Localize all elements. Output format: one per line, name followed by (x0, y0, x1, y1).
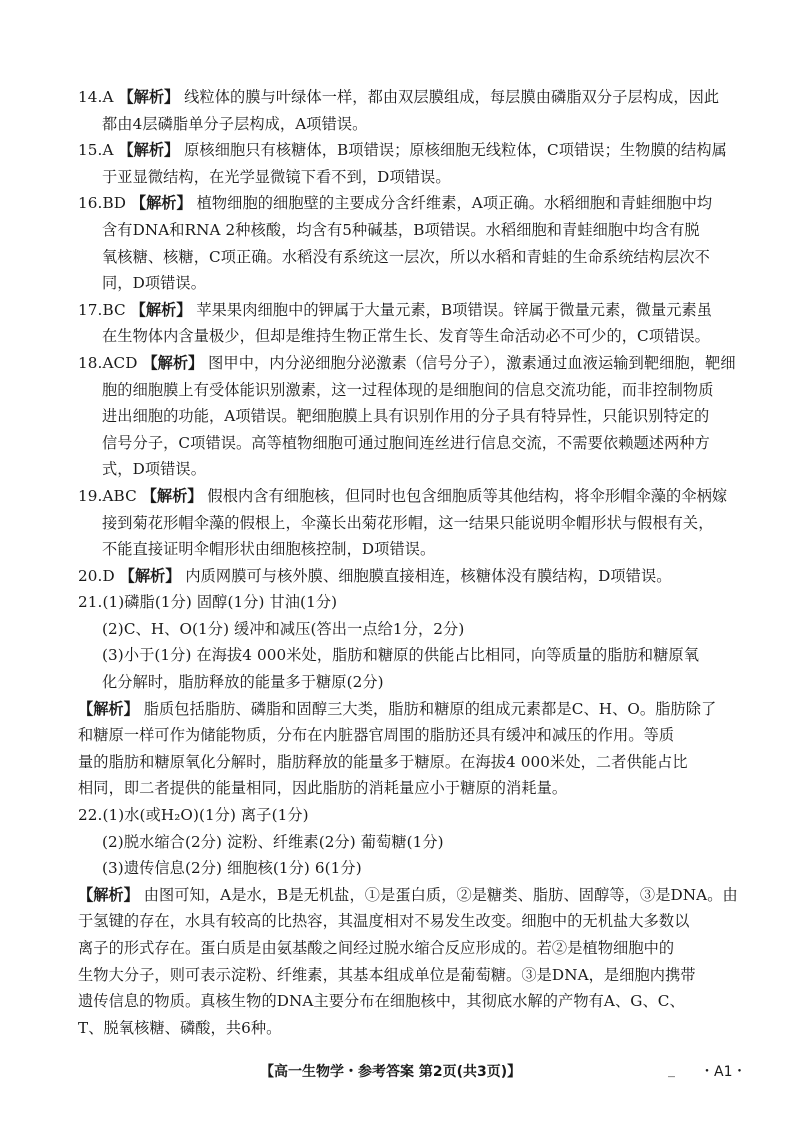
analysis-tag: 【解析】 (78, 699, 139, 718)
answer-14-number: 14.A (78, 88, 119, 106)
answer-21-explanation-text: 脂质包括脂肪、磷脂和固醇三大类，脂肪和糖原的组成元素都是C、H、O。脂肪除了 (143, 699, 717, 718)
answer-22-explanation-text: 由图可知，A是水，B是无机盐，①是蛋白质，②是糖类、脂肪、固醇等，③是DNA。由 (143, 885, 738, 904)
answer-22-part-2: (2)脱水缩合(2分) 淀粉、纤维素(2分) 葡萄糖(1分) (102, 832, 444, 851)
answer-18-line-1 (78, 350, 748, 377)
answer-19-line-2: 接到菊花形帽伞藻的假根上，伞藻长出菊花形帽，这一结果只能说明伞帽形状与假根有关， (102, 513, 714, 532)
answer-22-explanation-2: 于氢键的存在，水具有较高的比热容，其温度相对不易发生改变。细胞中的无机盐大多数以 (78, 912, 690, 931)
answer-22-explanation-6: T、脱氧核糖、磷酸，共6种。 (78, 1018, 282, 1037)
answer-22-part-3: (3)遗传信息(2分) 细胞核(1分) 6(1分) (102, 859, 362, 878)
answer-21-explanation-1 (78, 696, 748, 723)
answer-21-explanation-3: 量的脂肪和糖原氧化分解时，脂肪释放的能量多于糖原。在海拔4 000米处，二者供能占比 (78, 752, 688, 771)
answer-19-number: 19.ABC (78, 486, 142, 505)
footer-dash: _ (668, 1062, 675, 1078)
answer-21-part-3-cont: 化分解时，脂肪释放的能量多于糖原(2分) (102, 673, 384, 692)
analysis-tag: 【解析】 (118, 88, 180, 106)
answer-18-line-2: 胞的细胞膜上有受体能识别激素，这一过程体现的是细胞间的信息交流功能，而非控制物质 (102, 380, 714, 399)
answer-page (78, 84, 748, 1041)
answer-16-number: 16.BD (78, 194, 131, 213)
answer-18-line-4: 信号分子，C项错误。高等植物细胞可通过胞间连丝进行信息交流，不需要依赖题述两种方 (102, 433, 710, 452)
answer-21-part-1: 21.(1)磷脂(1分) 固醇(1分) 甘油(1分) (78, 593, 338, 612)
footer-code: ・A1・ (700, 1064, 747, 1080)
answer-15-line-2: 于亚显微结构，在光学显微镜下看不到，D项错误。 (102, 167, 451, 186)
analysis-tag: 【解析】 (141, 486, 203, 505)
answer-21-part-3: (3)小于(1分) 在海拔4 000米处，脂肪和糖原的供能占比相同，向等质量的脂肪和糖原氧 (102, 646, 700, 665)
answer-16-line-2: 含有DNA和RNA 2种核酸，均含有5种碱基，B项错误。水稻细胞和青蛙细胞中均含有脱 (102, 220, 700, 239)
answer-22-explanation-3: 离子的形式存在。蛋白质是由氨基酸之间经过脱水缩合反应形成的。若②是植物细胞中的 (78, 939, 675, 957)
answer-21-explanation-4: 相同，即二者提供的能量相同，因此脂肪的消耗量应小于糖原的消耗量。 (78, 779, 568, 798)
answer-18-line-3: 进出细胞的功能，A项错误。靶细胞膜上具有识别作用的分子具有特异性，只能识别特定的 (102, 407, 710, 426)
analysis-tag: 【解析】 (78, 885, 139, 904)
answer-22-part-1: 22.(1)水(或H₂O)(1分) 离子(1分) (78, 806, 309, 825)
answer-20-line-1 (78, 563, 748, 590)
answer-17-number: 17.BC (78, 300, 131, 319)
answer-20-text: 内质网膜可与核外膜、细胞膜直接相连，核糖体没有膜结构，D项错误。 (185, 566, 672, 585)
answer-18-number: 18.ACD (78, 353, 143, 372)
answer-21-explanation-2: 和糖原一样可作为储能物质，分布在内脏器官周围的脂肪还具有缓冲和减压的作用。等质 (78, 726, 675, 745)
answer-16-text: 植物细胞的细胞壁的主要成分含纤维素，A项正确。水稻细胞和青蛙细胞中均 (196, 194, 713, 213)
answer-14-text: 线粒体的膜与叶绿体一样，都由双层膜组成，每层膜由磷脂双分子层构成，因此 (184, 88, 720, 106)
answer-22-explanation-1 (78, 882, 748, 909)
page-footer (0, 1060, 800, 1084)
answer-15-number: 15.A (78, 141, 119, 160)
answer-16-line-3: 氧核糖、核糖，C项正确。水稻没有系统这一层次，所以水稻和青蛙的生命系统结构层次不 (102, 247, 710, 266)
answer-17-line-2: 在生物体内含量极少，但却是维持生物正常生长、发育等生命活动必不可少的，C项错误。 (102, 327, 710, 346)
analysis-tag: 【解析】 (142, 353, 204, 372)
answer-15-text: 原核细胞只有核糖体，B项错误；原核细胞无线粒体，C项错误；生物膜的结构属 (184, 141, 727, 160)
analysis-tag: 【解析】 (118, 141, 180, 160)
answer-16-line-4: 同，D项错误。 (102, 274, 207, 293)
answer-18-text: 图甲中，内分泌细胞分泌激素（信号分子），激素通过血液运输到靶细胞，靶细 (208, 353, 736, 372)
answer-17-text: 苹果果肉细胞中的钾属于大量元素，B项错误。锌属于微量元素，微量元素虽 (196, 300, 713, 319)
answer-14-line-2: 都由4层磷脂单分子层构成，A项错误。 (102, 114, 368, 133)
analysis-tag: 【解析】 (130, 194, 192, 213)
answer-16-line-1 (78, 190, 748, 217)
answer-21-part-2: (2)C、H、O(1分) 缓冲和减压(答出一点给1分，2分) (102, 619, 465, 638)
answer-22-explanation-5: 遗传信息的物质。真核生物的DNA主要分布在细胞核中，其彻底水解的产物有A、G、C、 (78, 992, 685, 1011)
analysis-tag: 【解析】 (119, 566, 181, 585)
answer-22-explanation-4: 生物大分子，则可表示淀粉、纤维素，其基本组成单位是葡萄糖。③是DNA，是细胞内携带 (78, 965, 696, 984)
answer-19-line-1 (78, 483, 748, 510)
answer-19-text: 假根内含有细胞核，但同时也包含细胞质等其他结构，将伞形帽伞藻的伞柄嫁 (207, 486, 728, 505)
answer-19-line-3: 不能直接证明伞帽形状由细胞核控制，D项错误。 (102, 540, 436, 559)
answer-20-number: 20.D (78, 566, 120, 585)
answer-17-line-1 (78, 297, 748, 324)
answer-18-line-5: 式，D项错误。 (102, 460, 207, 479)
analysis-tag: 【解析】 (130, 300, 192, 319)
answer-14-line-1 (78, 84, 748, 111)
footer-title: 【高一生物学・参考答案 第2页(共3页)】 (260, 1064, 522, 1080)
answer-15-line-1 (78, 137, 748, 164)
